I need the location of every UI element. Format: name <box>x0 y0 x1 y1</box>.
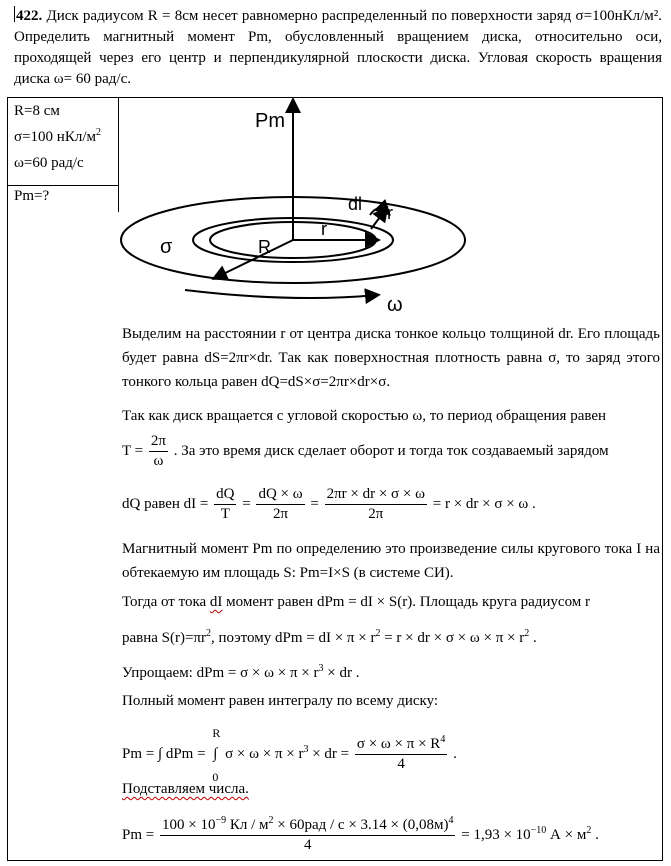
area-line-c: = r × dr × σ × ω × π × r <box>384 630 525 646</box>
given-block <box>8 98 119 186</box>
integral-result-num-exp: 4 <box>440 734 446 745</box>
period-fraction <box>149 432 168 471</box>
area-line-exp-c: 2 <box>524 628 530 639</box>
period-numerator: 2π <box>149 432 168 452</box>
r-label: r <box>321 219 327 239</box>
numeric-num-a: 100 × 10 <box>161 817 216 833</box>
solution-paragraph-2: Так как диск вращается с угловой скоростью ω, то период обращения равен <box>122 408 607 424</box>
numeric-denominator: 4 <box>303 837 312 853</box>
current-frac-1 <box>214 485 236 524</box>
R-arrow <box>215 240 293 278</box>
numeric-num-c: × 60рад / с × 3.14 × (0,08м) <box>273 817 449 833</box>
current-frac-2-num: dQ × ω <box>256 485 304 505</box>
numeric-result-exp: −10 <box>530 824 547 836</box>
area-line-a: равна S(r)=πr <box>122 630 207 646</box>
numeric-num-exp1: −9 <box>215 815 227 826</box>
numeric-numerator <box>160 816 456 836</box>
problem-text: Диск радиусом R = 8см несет равномерно распределенный по поверхности заряд σ=100нКл/м². Определить магнитный момент Pm, обусловленный вращением диска, относительно оси, проходящей через его центр и перпендикулярной плоскости диска. Угловая скорость вращения диска ω= 60 рад/с. <box>14 8 663 87</box>
numeric-fraction <box>160 816 456 855</box>
pm-label: Pm <box>255 110 285 132</box>
dpm-line <box>122 594 590 611</box>
integral-body-exp: 3 <box>303 743 309 755</box>
simplify-line <box>122 665 359 682</box>
area-line: равна $S(r)=\pi r^2$, поэтому dPm = dI × $\pi \times r^2 = r$ × dr × $\sigma \times \omega \times \pi \times r^2$ . <box>122 628 537 646</box>
area-line-b: , поэтому dPm = dI × π × r <box>211 630 376 646</box>
current-tail: = r × dr × σ × ω . <box>432 495 536 512</box>
omega-rotation-arrow <box>185 290 377 298</box>
given-radius: R=8 см <box>14 103 60 119</box>
simplify-exp: 3 <box>318 663 324 674</box>
current-frac-3 <box>325 485 427 524</box>
numeric-equation: Pm = $\frac{100 \times 10^{-9} Кл / м^2 \times 60рад / с \times 3.14 \times (0,08м)^4}{4}$ = $1,93 \times 10^{-10}$ $А \times м^2$ . <box>122 815 599 853</box>
omega-label: ω <box>387 294 403 316</box>
substitute-label: Подставляем числа. <box>122 781 249 797</box>
current-frac-3-den: 2π <box>368 506 384 522</box>
period-equation <box>122 432 609 471</box>
numeric-result-a: = 1,93 × 10 <box>461 826 531 843</box>
dpm-line-a: Тогда от тока <box>122 594 207 610</box>
dpm-line-di: dI <box>209 594 223 610</box>
dpm-line-b: момент равен dPm = dI × S(r) <box>226 594 413 610</box>
area-line-exp-a: 2 <box>206 628 212 639</box>
numeric-lhs: Pm = <box>122 826 155 843</box>
period-denominator: ω <box>153 453 164 469</box>
current-frac-1-den: T <box>220 506 230 522</box>
period-rest: . За это время диск сделает оборот и тогда ток создаваемый зарядом <box>173 442 609 459</box>
numeric-num-exp2: 2 <box>268 815 274 826</box>
integral-sign: ∫ R 0 <box>212 726 221 784</box>
numeric-num-exp4: 4 <box>448 815 454 826</box>
given-omega: ω=60 рад/с <box>14 155 84 171</box>
dl-label: dl <box>348 194 363 214</box>
dr-label: dr <box>377 203 394 223</box>
solution-paragraph-1: Выделим на расстоянии r от центра диска тонкое кольцо толщиной dr. Его площадь будет равна dS=2πr×dr. Так как поверхностная плотность равна σ, то заряд этого тонкого кольца равен dQ=dS×σ=2πr×dr×σ. <box>122 326 660 390</box>
current-frac-2 <box>256 485 304 524</box>
current-equation: dQ равен dI = $\frac{dQ}{T}$ = $\frac{dQ \times \omega}{2\pi}$ = $\frac{2\pi r \times dr \times \sigma \times \omega}{2\pi}$ = r × dr × σ × ω . <box>122 486 536 522</box>
dpm-line-c: . Площадь круга радиусом r <box>412 594 591 610</box>
area-line-exp-b: 2 <box>375 628 381 639</box>
solution-paragraph-3: Магнитный момент Pm по определению это произведение силы кругового тока I на обтекаемую им площадь S: Pm=I×S (в системе СИ). <box>122 541 660 581</box>
integral-upper: R <box>212 726 221 740</box>
integral-lhs: Pm = ∫ dPm = <box>122 745 206 762</box>
given-sigma-exp: 2 <box>95 127 101 138</box>
R-label: R <box>258 237 271 257</box>
current-frac-1-num: dQ <box>214 485 236 505</box>
integral-result-num-text: σ × ω × π × R <box>356 736 441 752</box>
numeric-num-b: Кл / м <box>226 817 269 833</box>
sigma-label: σ <box>160 236 173 258</box>
integral-body: σ × ω × π × r <box>225 745 304 762</box>
numeric-result-b: А × м <box>546 826 587 843</box>
solution-paragraph-8 <box>122 781 249 798</box>
integral-tail: × dr = <box>312 745 350 762</box>
problem-number: 422. <box>16 8 43 24</box>
simplify-b: × dr . <box>327 665 360 681</box>
period-lhs: T = <box>122 442 144 459</box>
integral-lower: 0 <box>212 770 219 784</box>
numeric-result-exp2: 2 <box>586 824 592 836</box>
current-frac-2-den: 2π <box>272 506 289 522</box>
integral-result-fraction <box>355 735 447 774</box>
simplify-a: Упрощаем: dPm = σ × ω × π × r <box>122 665 319 681</box>
integral-result-den: 4 <box>397 756 405 772</box>
problem-statement <box>14 6 662 90</box>
current-frac-3-num: 2πr × dr × σ × ω <box>325 485 427 505</box>
given-sigma <box>8 124 118 150</box>
given-sigma-text: σ=100 нКл/м <box>14 129 96 145</box>
solution-paragraph-7: Полный момент равен интегралу по всему диску: <box>122 693 439 709</box>
disk-diagram <box>115 97 475 322</box>
find-block: Pm=? <box>8 186 119 212</box>
text-cursor <box>14 6 15 22</box>
integral-equation: Pm = ∫ dPm = ∫ R 0 $\sigma \times \omega \times \pi \times r^3$ × dr = $\frac{\sigma \times \omega \times \pi \times R^4}{4}$ . <box>122 726 457 784</box>
current-lead: dQ равен dI = <box>122 495 209 512</box>
integral-result-num <box>355 735 447 755</box>
